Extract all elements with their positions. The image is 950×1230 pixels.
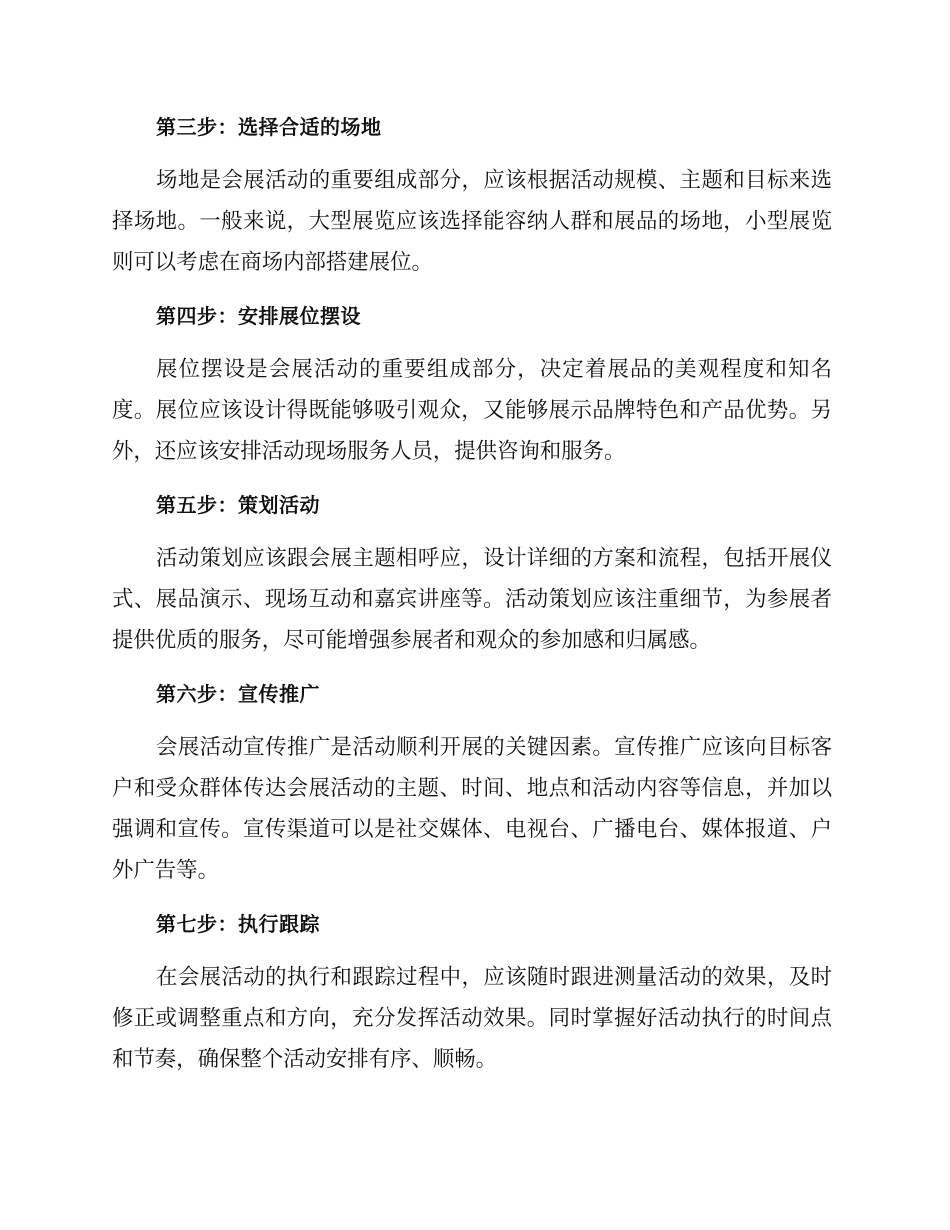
section-heading-step-7: 第七步：执行跟踪: [156, 912, 320, 936]
section-body-step-3: 场地是会展活动的重要组成部分，应该根据活动规模、主题和目标来选择场地。一般来说，大型展览应该选择能容纳人群和展品的场地，小型展览则可以考虑在商场内部搭建展位。: [112, 168, 832, 275]
section-heading-step-6: 第六步：宣传推广: [156, 682, 320, 706]
section-body-step-6: 会展活动宣传推广是活动顺利开展的关键因素。宣传推广应该向目标客户和受众群体传达会展活动的主题、时间、地点和活动内容等信息，并加以强调和宣传。宣传渠道可以是社交媒体、电视台、广播电台、媒体报道、户外广告等。: [112, 735, 832, 883]
section-body-step-4: 展位摆设是会展活动的重要组成部分，决定着展品的美观程度和知名度。展位应该设计得既能够吸引观众，又能够展示品牌特色和产品优势。另外，还应该安排活动现场服务人员，提供咨询和服务。: [112, 357, 832, 464]
section-heading-step-4: 第四步：安排展位摆设: [156, 304, 361, 328]
section-heading-step-5: 第五步：策划活动: [156, 493, 320, 517]
document-body: [112, 106, 832, 1092]
section-body-step-5: 活动策划应该跟会展主题相呼应，设计详细的方案和流程，包括开展仪式、展品演示、现场互动和嘉宾讲座等。活动策划应该注重细节，为参展者提供优质的服务，尽可能增强参展者和观众的参加感和归属感。: [112, 546, 832, 653]
section-heading-step-3: 第三步：选择合适的场地: [156, 115, 382, 139]
section-body-step-7: 在会展活动的执行和跟踪过程中，应该随时跟进测量活动的效果，及时修正或调整重点和方向，充分发挥活动效果。同时掌握好活动执行的时间点和节奏，确保整个活动安排有序、顺畅。: [112, 965, 832, 1072]
